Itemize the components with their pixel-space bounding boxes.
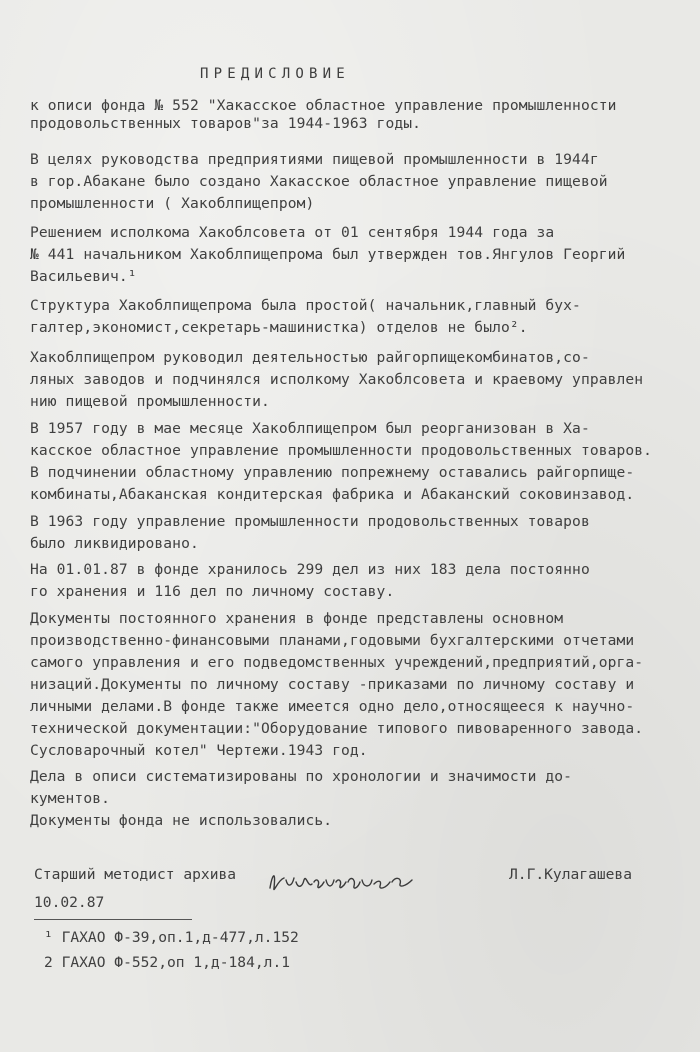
signer-name: Л.Г.Кулагашева (509, 866, 633, 883)
body-line-5: № 441 начальником Хакоблпищепрома был утвержден тов.Янгулов Георгий (30, 246, 626, 263)
subtitle-line-1: к описи фонда № 552 "Хакасское областное управление промышленности (30, 97, 617, 114)
signature-date: 10.02.87 (34, 894, 105, 911)
body-line-27: Дела в описи систематизированы по хронологии и значимости до- (30, 768, 573, 785)
body-line-23: низаций.Документы по личному составу -приказами по личному составу и (30, 676, 635, 693)
handwritten-signature (262, 858, 422, 900)
body-line-14: В подчинении областному управлению попрежнему оставались райгорпище- (30, 464, 635, 481)
footnote-2: 2 ГАХАО Ф-552,оп 1,д-184,л.1 (44, 954, 291, 971)
body-line-17: было ликвидировано. (30, 535, 199, 552)
body-line-18: На 01.01.87 в фонде хранилось 299 дел из них 183 дела постоянно (30, 561, 590, 578)
body-line-3: промышленности ( Хакоблпищепром) (30, 195, 315, 212)
footnote-1: ¹ ГАХАО Ф-39,оп.1,д-477,л.152 (44, 929, 299, 946)
body-line-16: В 1963 году управление промышленности продовольственных товаров (30, 513, 590, 530)
body-line-9: Хакоблпищепром руководил деятельностью райгорпищекомбинатов,со- (30, 349, 590, 366)
body-line-10: ляных заводов и подчинялся исполкому Хакоблсовета и краевому управлен (30, 371, 644, 388)
body-line-21: производственно-финансовыми планами,годовыми бухгалтерскими отчетами (30, 632, 635, 649)
body-line-26: Сусловарочный котел" Чертежи.1943 год. (30, 742, 368, 759)
body-line-29: Документы фонда не использовались. (30, 812, 333, 829)
body-line-4: Решением исполкома Хакоблсовета от 01 сентября 1944 года за (30, 224, 555, 241)
body-line-7: Структура Хакоблпищепрома была простой( начальник,главный бух- (30, 297, 581, 314)
body-line-13: касское областное управление промышленности продовольственных товаров. (30, 442, 653, 459)
body-line-8: галтер,экономист,секретарь-машинистка) отделов не было². (30, 319, 528, 336)
body-line-22: самого управления и его подведомственных учреждений,предприятий,орга- (30, 654, 644, 671)
body-line-11: нию пищевой промышленности. (30, 393, 270, 410)
subtitle-line-2: продовольственных товаров"за 1944-1963 годы. (30, 115, 421, 132)
body-line-2: в гор.Абакане было создано Хакасское областное управление пищевой (30, 173, 608, 190)
body-line-1: В целях руководства предприятиями пищевой промышленности в 1944г (30, 151, 599, 168)
document-title: ПРЕДИСЛОВИЕ (200, 66, 350, 82)
footnote-divider (34, 919, 192, 920)
signer-position: Старший методист архива (34, 866, 237, 883)
body-line-6: Васильевич.¹ (30, 268, 137, 285)
body-line-12: В 1957 году в мае месяце Хакоблпищепром был реорганизован в Ха- (30, 420, 590, 437)
body-line-19: го хранения и 116 дел по личному составу. (30, 583, 395, 600)
body-line-24: личными делами.В фонде также имеется одно дело,относящееся к научно- (30, 698, 635, 715)
body-line-28: кументов. (30, 790, 110, 807)
body-line-20: Документы постоянного хранения в фонде представлены основном (30, 610, 564, 627)
body-line-15: комбинаты,Абаканская кондитерская фабрика и Абаканский соковинзавод. (30, 486, 635, 503)
body-line-25: технической документации:"Оборудование типового пивоваренного завода. (30, 720, 644, 737)
